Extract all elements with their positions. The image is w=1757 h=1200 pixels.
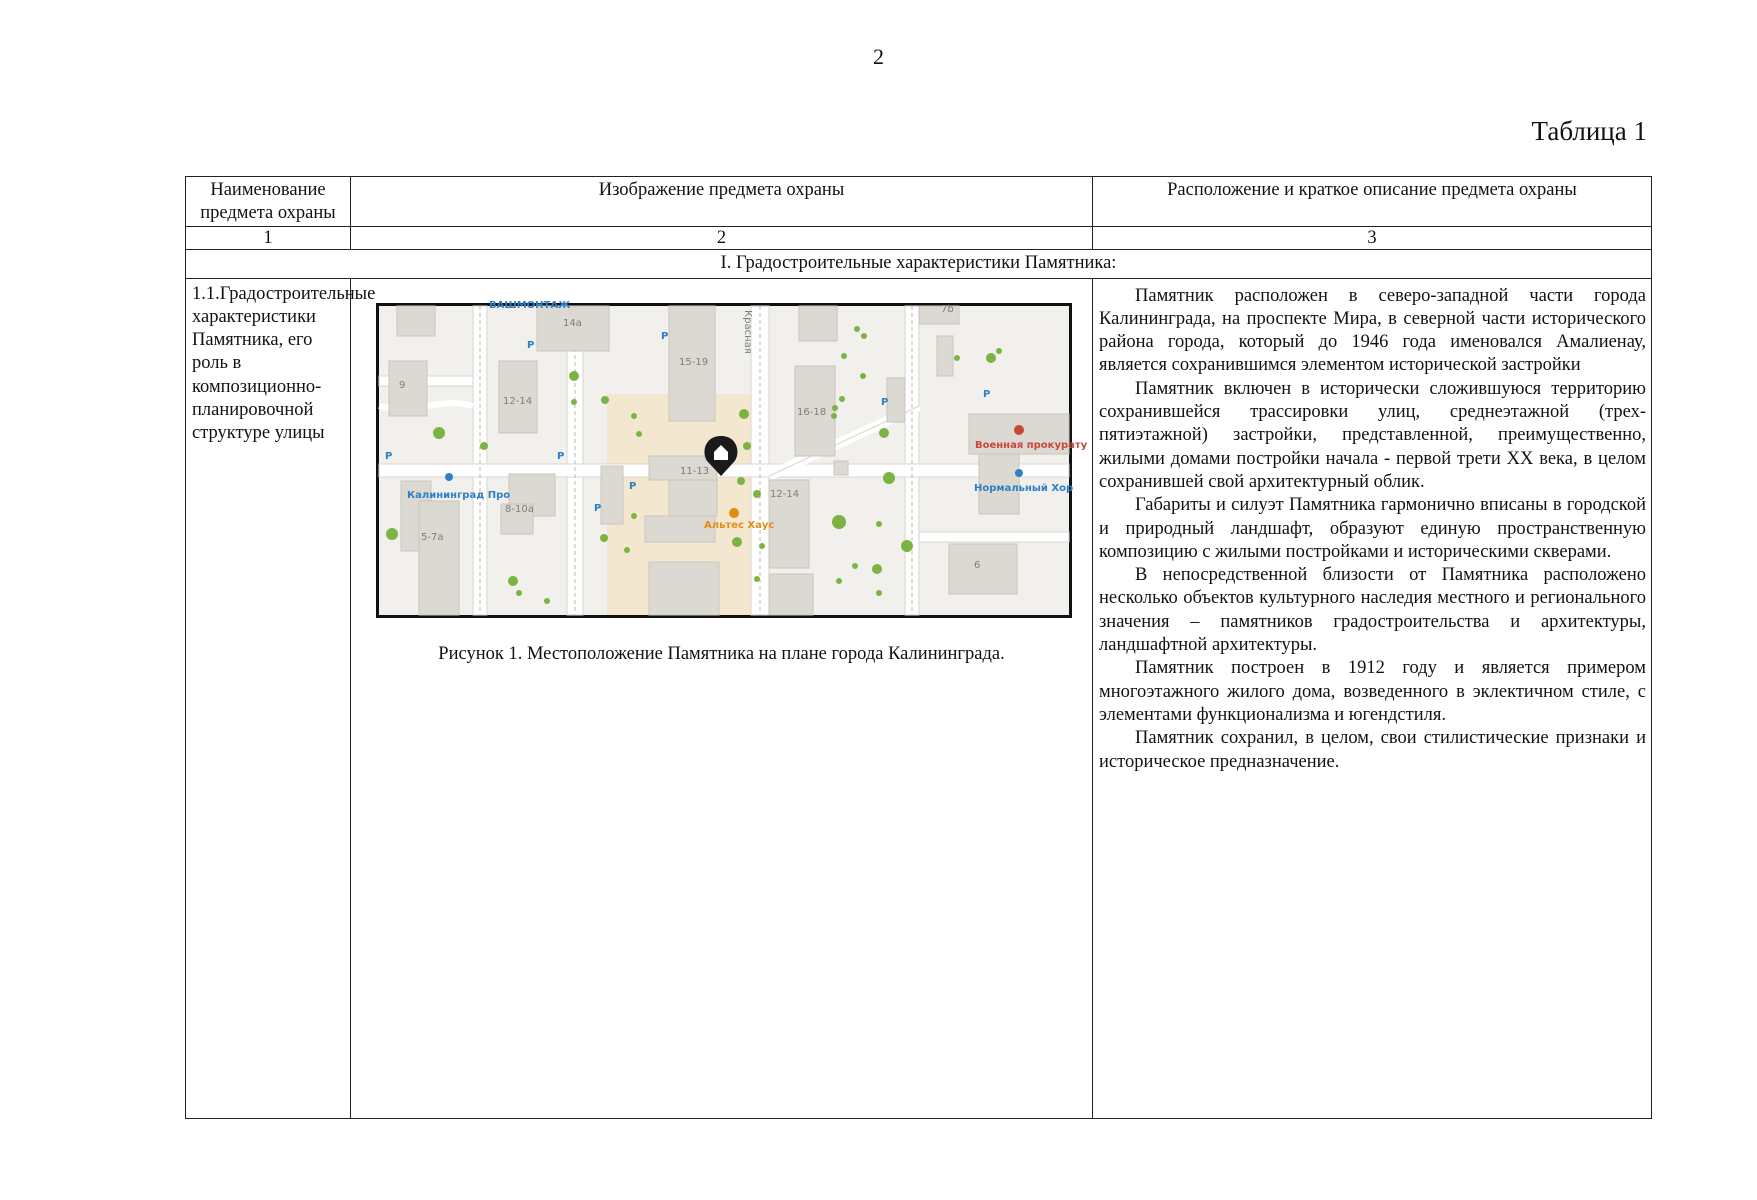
header-name: Наименование предмета охраны	[186, 177, 351, 227]
map-label-16-18: 16-18	[797, 406, 827, 418]
map-poi-top: ВАШМОНТАЖ	[489, 299, 571, 311]
map-label-11-13: 11-13	[680, 465, 710, 477]
header-description: Расположение и краткое описание предмета охраны	[1093, 177, 1652, 227]
parking-icon: P	[557, 450, 565, 462]
description-cell	[1093, 278, 1652, 1118]
map-label-8-10a: 8-10a	[505, 503, 534, 515]
parking-icon: P	[661, 330, 669, 342]
column-number-3: 3	[1093, 226, 1652, 249]
map-poi-prosecutor: Военная прокурату	[975, 439, 1088, 451]
description-paragraph: Памятник построен в 1912 году и является примером многоэтажного жилого дома, возведенного в эклектичном стиле, с элементами функционализма и югендстиля.	[1099, 658, 1646, 725]
description-paragraph: Памятник расположен в северо-западной части города Калининграда, на проспекте Мира, в северной части исторического района города, который до 1946 года именовался Амалиенау, является сохранившимся элементом исторической застройки	[1099, 285, 1646, 376]
description-paragraph: Памятник включен в исторически сложившуюся территорию сохранившейся трассировки улиц, среднеэтажной (трех-пятиэтажной) застройки, представленной, преимущественно, жилыми домами постройки начала - первой трети XX века, в целом сохранившей свой архитектурный облик.	[1099, 378, 1646, 492]
map-poi-normal: Нормальный Хор	[974, 482, 1074, 494]
map-poi-kaliningrad: Калининград Про	[407, 489, 511, 501]
poi-dot-icon	[445, 473, 453, 481]
map-label-12-14-east: 12-14	[770, 488, 800, 500]
poi-dot-icon	[1014, 425, 1024, 435]
column-number-row	[186, 226, 1652, 249]
column-number-2: 2	[351, 226, 1093, 249]
table-row	[186, 278, 1652, 1118]
header-row	[186, 177, 1652, 227]
header-image: Изображение предмета охраны	[351, 177, 1093, 227]
image-cell	[351, 278, 1093, 1118]
poi-dot-icon	[729, 508, 739, 518]
protection-table	[185, 176, 1652, 1119]
map-label-12-14: 12-14	[503, 395, 533, 407]
poi-dot-icon	[1015, 469, 1023, 477]
item-name: 1.1.Градостроительные характеристики Памятника, его роль в композиционно-планировочной структуре улицы	[186, 278, 351, 1118]
section-row	[186, 249, 1652, 278]
map-label-15-19: 15-19	[679, 356, 709, 368]
parking-icon: P	[594, 502, 602, 514]
parking-icon: P	[983, 388, 991, 400]
description-paragraph: Габариты и силуэт Памятника гармонично вписаны в городской и природный ландшафт, образуют единую пространственную композицию с жилыми постройками и историческими скверами.	[1099, 495, 1646, 562]
map-label-7b: 7b	[941, 303, 954, 315]
page-number: 2	[873, 44, 884, 69]
description-paragraph: В непосредственной близости от Памятника расположено несколько объектов культурного наследия местного и регионального значения – памятников градостроительства и архитектуры, ландшафтной архитектуры.	[1099, 565, 1646, 656]
description-paragraph: Памятник сохранил, в целом, свои стилистические признаки и историческое предназначение.	[1099, 728, 1646, 772]
location-map	[376, 299, 1088, 618]
map-label-9: 9	[399, 379, 406, 391]
parking-icon: P	[527, 339, 535, 351]
map-street-label: Красная	[742, 309, 753, 354]
map-label-14a: 14a	[563, 317, 582, 329]
section-title: I. Градостроительные характеристики Памятника:	[186, 249, 1652, 278]
map-label-6: 6	[974, 559, 981, 571]
map-poi-altes: Альтес Хаус	[704, 519, 775, 531]
figure-caption: Рисунок 1. Местоположение Памятника на плане города Калининграда.	[438, 643, 1005, 664]
column-number-1: 1	[186, 226, 351, 249]
parking-icon: P	[881, 396, 889, 408]
parking-icon: P	[629, 480, 637, 492]
map-label-5-7a: 5-7a	[421, 531, 444, 543]
table-label: Таблица 1	[1531, 116, 1647, 146]
parking-icon: P	[385, 450, 393, 462]
